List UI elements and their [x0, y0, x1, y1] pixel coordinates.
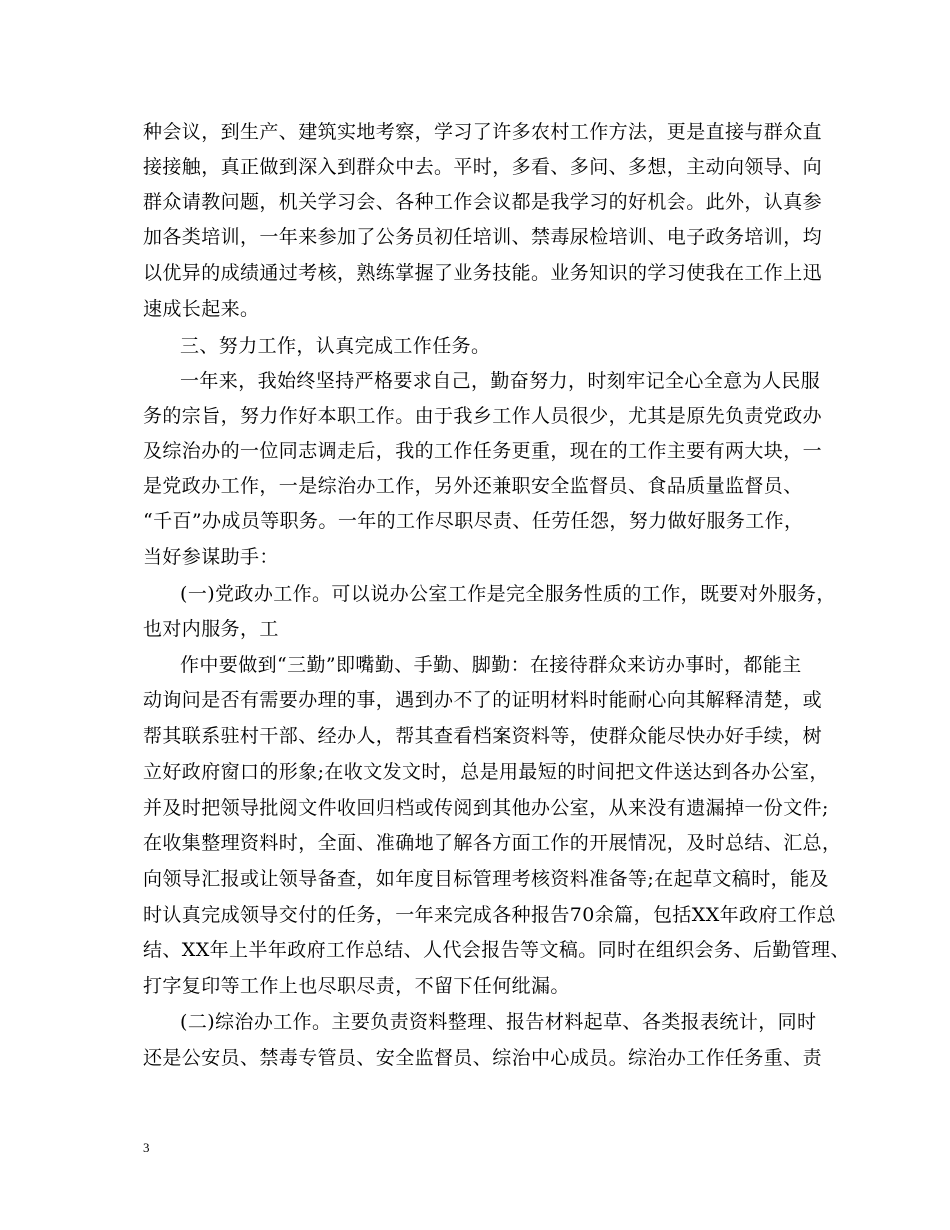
text-line: 并及时把领导批阅文件收回归档或传阅到其他办公室，从来没有遗漏掉一份文件; [143, 797, 829, 819]
section-heading: 三、努力工作，认真完成工作任务。 [180, 335, 491, 357]
text-line: 种会议，到生产、建筑实地考察，学习了许多农村工作方法，更是直接与群众直 [143, 121, 823, 143]
text-line: 在收集整理资料时，全面、准确地了解各方面工作的开展情况，及时总结、汇总， [143, 832, 842, 854]
text-line: 还是公安员、禁毒专管员、安全监督员、综治中心成员。综治办工作任务重、责 [143, 1047, 823, 1069]
text-line: 帮其联系驻村干部、经办人，帮其查看档案资料等，使群众能尽快办好手续，树 [143, 725, 823, 747]
text-line: 时认真完成领导交付的任务，一年来完成各种报告70余篇，包括XX年政府工作总 [143, 904, 837, 926]
text-line: 打字复印等工作上也尽职尽责，不留下任何纰漏。 [143, 975, 570, 997]
text-line: 及综治办的一位同志调走后，我的工作任务更重，现在的工作主要有两大块，一 [143, 440, 823, 462]
text-line: 结、XX年上半年政府工作总结、人代会报告等文稿。同时在组织会务、后勤管理、 [143, 939, 850, 961]
text-line: 接接触，真正做到深入到群众中去。平时，多看、多问、多想，主动向领导、向 [143, 156, 823, 178]
text-line: 向领导汇报或让领导备查，如年度目标管理考核资料准备等;在起草文稿时，能及 [143, 868, 829, 890]
text-line: 加各类培训，一年来参加了公务员初任培训、禁毒尿检培训、电子政务培训，均 [143, 226, 823, 248]
text-line: 也对内服务，工 [143, 618, 279, 640]
subsection-heading: (二)综治办工作。主要负责资料整理、报告材料起草、各类报表统计，同时 [180, 1011, 817, 1033]
text-line: 以优异的成绩通过考核，熟练掌握了业务技能。业务知识的学习使我在工作上迅 [143, 262, 823, 284]
text-line: 是党政办工作，一是综治办工作，另外还兼职安全监督员、食品质量监督员、 [143, 475, 803, 497]
text-line: 立好政府窗口的形象;在收文发文时，总是用最短的时间把文件送达到各办公室， [143, 761, 829, 783]
text-line: 当好参谋助手： [143, 546, 279, 568]
text-line: 动询问是否有需要办理的事，遇到办不了的证明材料时能耐心向其解释清楚，或 [143, 689, 823, 711]
page-number: 3 [143, 1140, 150, 1155]
text-line: 务的宗旨，努力作好本职工作。由于我乡工作人员很少，尤其是原先负责党政办 [143, 405, 823, 427]
text-line: “千百”办成员等职务。一年的工作尽职尽责、任劳任怨，努力做好服务工作， [143, 510, 804, 532]
text-line: 速成长起来。 [143, 298, 260, 320]
subsection-heading: (一)党政办工作。可以说办公室工作是完全服务性质的工作，既要对外服务， [180, 583, 836, 605]
text-line: 群众请教问题，机关学习会、各种工作会议都是我学习的好机会。此外，认真参 [143, 191, 823, 213]
text-line: 一年来，我始终坚持严格要求自己，勤奋努力，时刻牢记全心全意为人民服 [180, 370, 821, 392]
text-line: 作中要做到“三勤”即嘴勤、手勤、脚勤：在接待群众来访办事时，都能主 [180, 654, 802, 676]
